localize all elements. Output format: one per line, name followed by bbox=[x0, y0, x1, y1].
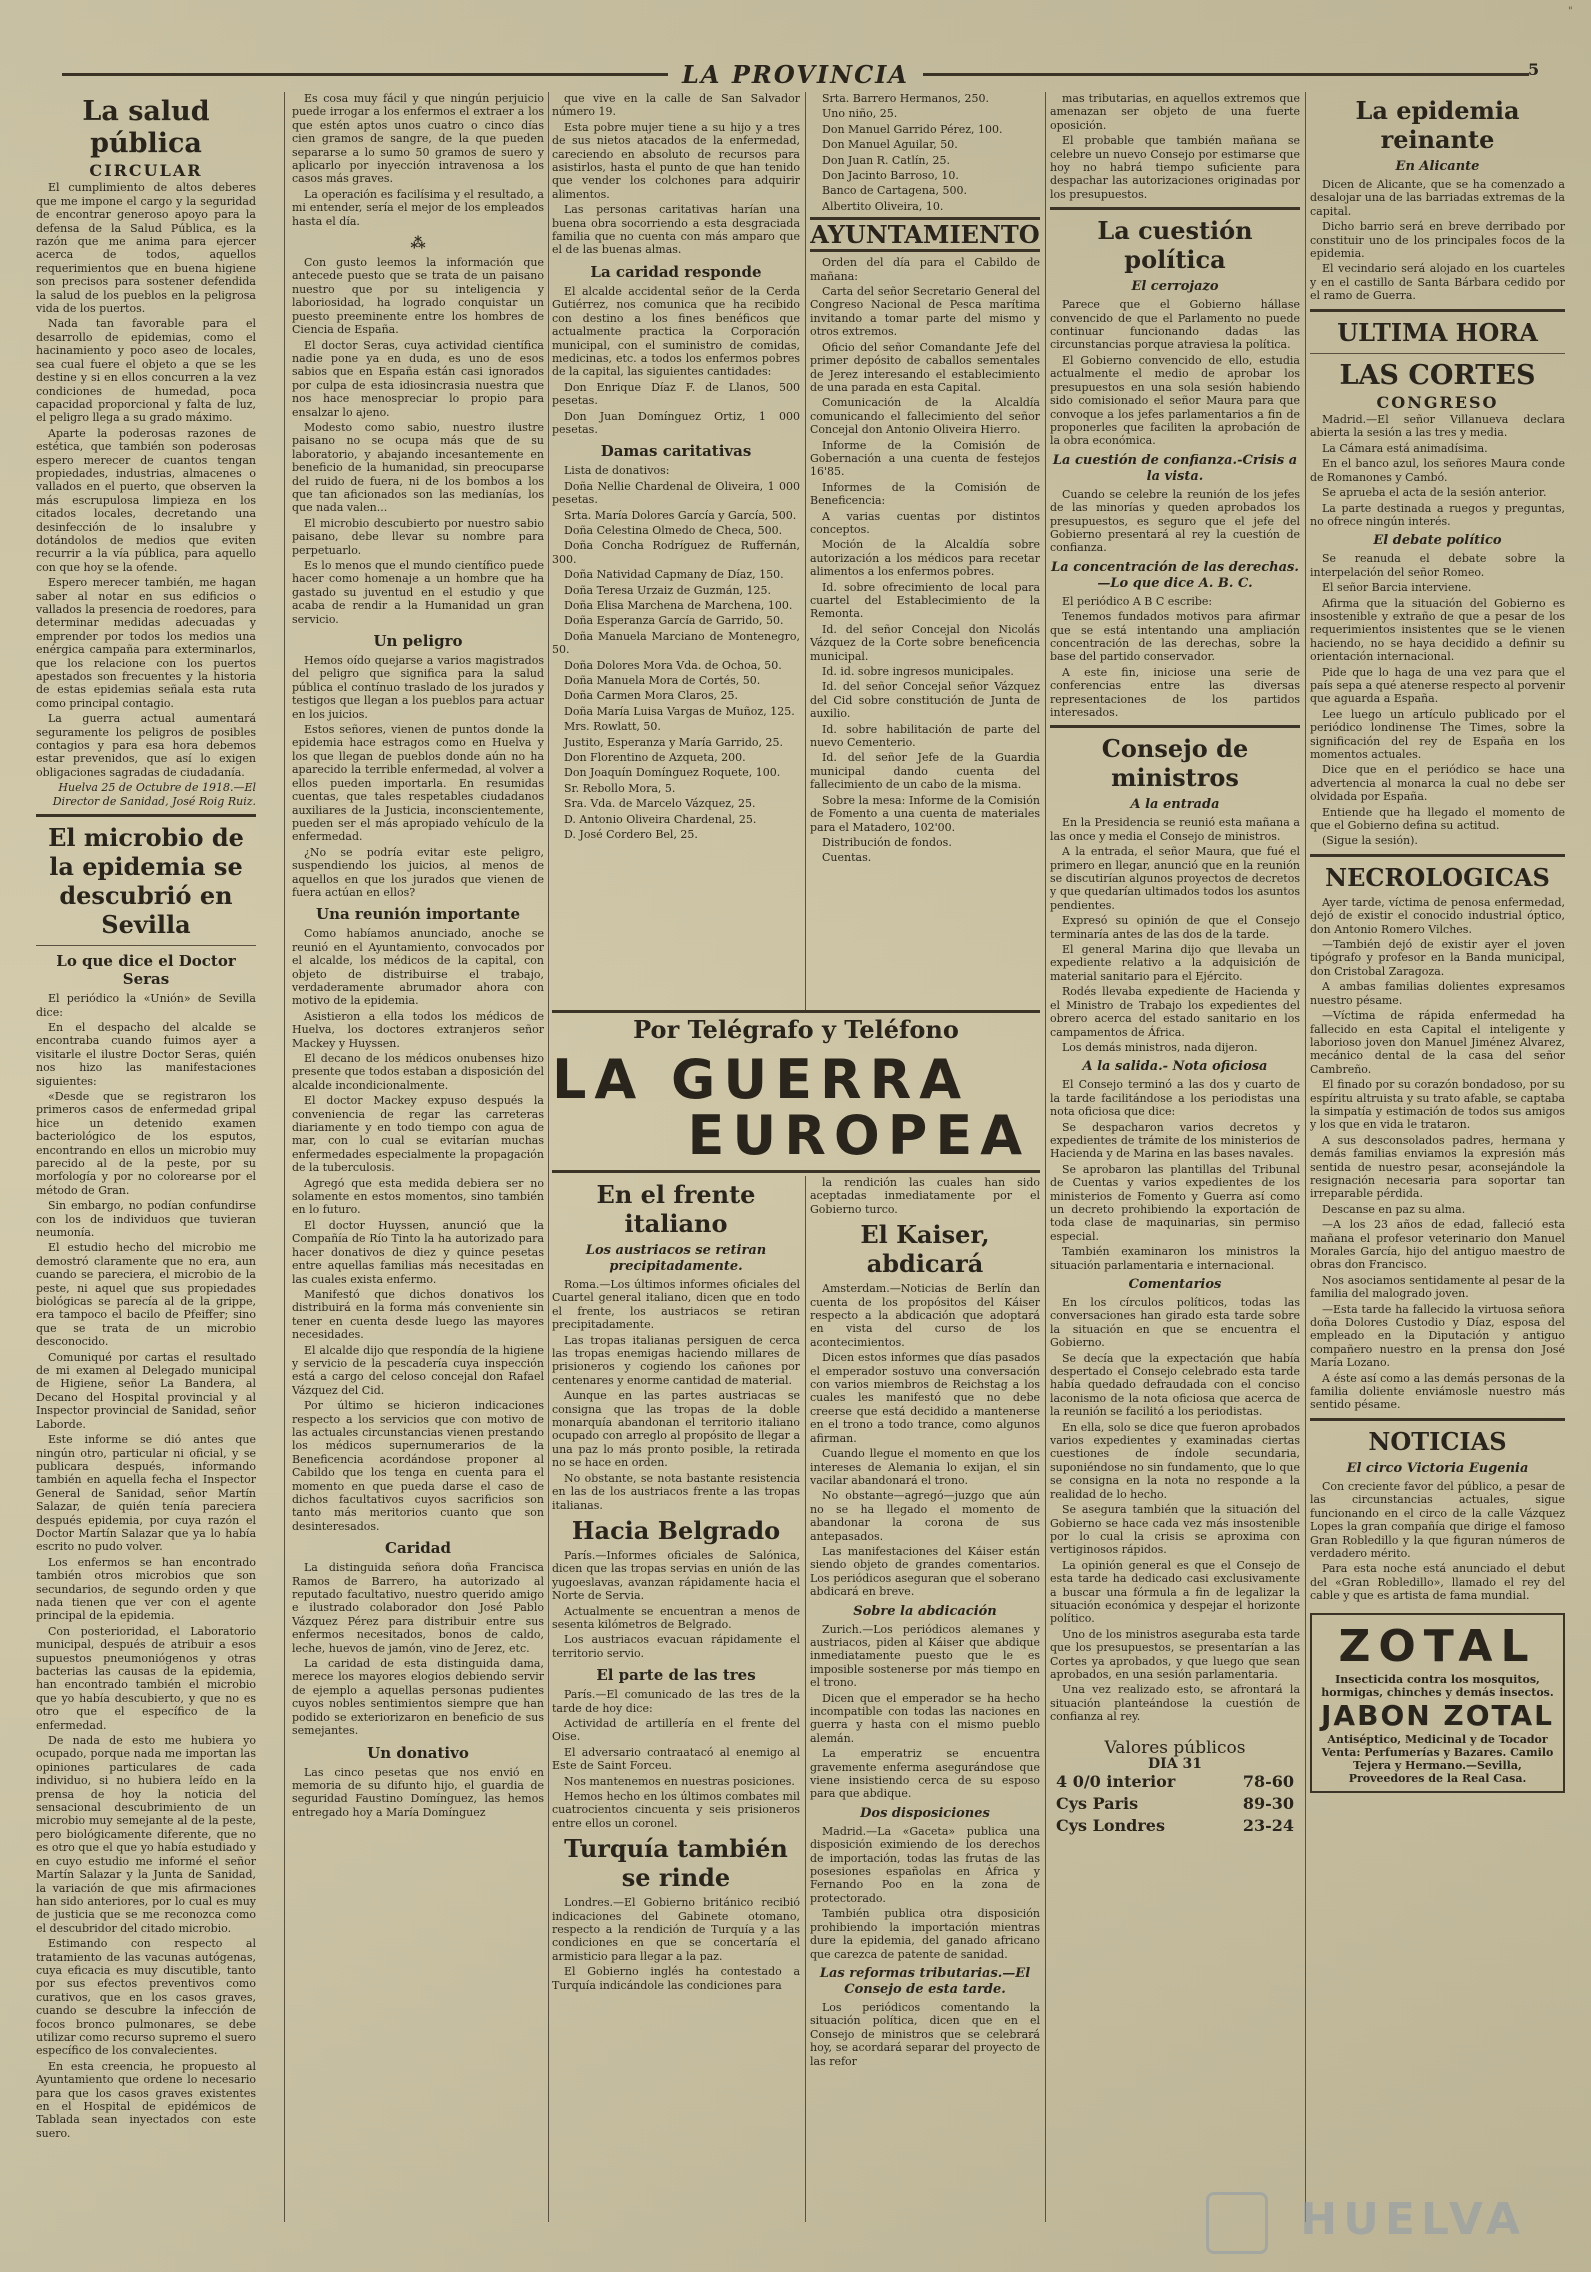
article-paragraph: Id. del señor Concejal don Nicolás Vázquez de la Corte sobre beneficencia municipal. bbox=[810, 622, 1040, 663]
list-item: Don Jacinto Barroso, 10. bbox=[822, 169, 959, 183]
article-paragraph: Dicho barrio será en breve derribado por constituir uno de los principales focos de la epidemia. bbox=[1310, 220, 1565, 261]
article-paragraph: Entiende que ha llegado el momento de que el Gobierno defina su actitud. bbox=[1310, 805, 1565, 833]
headline-las-cortes: LAS CORTES bbox=[1339, 359, 1536, 391]
list-item: Justito, Esperanza y María Garrido, 25. bbox=[564, 735, 783, 749]
headline-caridad: Caridad bbox=[385, 1539, 451, 1558]
subhead-comentarios: Comentarios bbox=[1128, 1277, 1222, 1292]
separator-asterisks: ⁂ bbox=[410, 234, 426, 253]
list-item: Uno niño, 25. bbox=[822, 107, 898, 121]
article-paragraph: Ayer tarde, víctima de penosa enfermedad, dejó de existir el conocido industrial óptico, don Antonio Romero Vilches. bbox=[1310, 895, 1565, 936]
headline-caridad-responde: La caridad responde bbox=[590, 262, 762, 281]
list-item: Doña Esperanza García de Garrido, 50. bbox=[564, 614, 784, 628]
headline-ultima-hora: ULTIMA HORA bbox=[1337, 317, 1538, 347]
article-paragraph: que vive en la calle de San Salvador número 19. bbox=[552, 92, 800, 119]
column-6 bbox=[1310, 92, 1565, 2222]
table-row bbox=[1050, 1771, 1300, 1793]
list-item: Srta. María Dolores García y García, 500. bbox=[564, 508, 797, 522]
column-divider bbox=[805, 92, 806, 1012]
headline-parte-tres: El parte de las tres bbox=[596, 1666, 756, 1685]
article-paragraph: Moción de la Alcaldía sobre autorización a los médicos para recetar alimentos a los enfermos pobres. bbox=[810, 538, 1040, 579]
article-paragraph: «Desde que se registraron los primeros casos de enfermedad gripal hice un detenido examen bacteriológico de los esputos, encontrando en ellos un microbio muy parecido al de la peste, por su morfología y por no colorearse por el método de Gran. bbox=[36, 1089, 256, 1197]
headline-donativo: Un donativo bbox=[367, 1743, 469, 1762]
article-paragraph: El cumplimiento de altos deberes que me impone el cargo y la seguridad de encontrar generoso apoyo para la defensa de la Salud Pública, es la razón que me anima para ejercer acerca de todos, aquellos requerimientos que en buena higiene son precisos para sostener defendida la salud de los pueblos en la peligrosa vida de los puertos. bbox=[36, 181, 256, 316]
page-number: 5 bbox=[1528, 60, 1540, 79]
article-paragraph: El finado por su corazón bondadoso, por su espíritu altruista y su trato afable, se captaba la simpatía y estimación de todos sus amigos y los que en vida le trataron. bbox=[1310, 1078, 1565, 1132]
article-paragraph: Aunque en las partes austriacas se consigna que las tropas de la doble monarquía abandonan el territorio italiano ocupado con arreglo al propósito de llegar a una paz lo más pronto posible, la retirada no se hace en orden. bbox=[552, 1389, 800, 1470]
list-item: D. José Cordero Bel, 25. bbox=[564, 828, 698, 842]
article-paragraph: El probable que también mañana se celebre un nuevo Consejo por estimarse que hoy no habrá tiempo suficiente para despachar las autorizaciones originadas por los presupuestos. bbox=[1050, 134, 1300, 201]
article-paragraph: Distribución de fondos. bbox=[822, 835, 952, 849]
subhead-abdicacion: Sobre la abdicación bbox=[853, 1603, 997, 1619]
article-paragraph: Id. del señor Concejal señor Vázquez del Cid sobre constitución de Junta de auxilio. bbox=[810, 680, 1040, 721]
article-paragraph: El estudio hecho del microbio me demostró claramente que no era, aun cuando se pareciera, el microbio de la peste, ni aquel que sus propiedades biológicas se parecía al de la grippe, era tampoco el bacilo de Pfeiffer; sino que se trata de un microbio desconocido. bbox=[36, 1241, 256, 1349]
section-rule bbox=[1050, 207, 1300, 210]
article-paragraph: Nada tan favorable para el desarrollo de epidemias, como el hacinamiento y poco aseo de locales, sea cual fuere el objeto a que se les destine y si en ellos concurren a la vez condiciones de humedad, poca capacidad proporcional y falta de luz, el peligro llega a su grado máximo. bbox=[36, 317, 256, 425]
article-paragraph: Como habíamos anunciado, anoche se reunió en el Ayuntamiento, convocados por el alcalde, los médicos de la capital, con objeto de distribuirse el trabajo, verdaderamente abrumador ahora con motivo de la epidemia. bbox=[292, 927, 544, 1008]
article-paragraph: A varias cuentas por distintos conceptos. bbox=[810, 509, 1040, 536]
article-paragraph: También publica otra disposición prohibiendo la importación mientras dure la epidemia, del ganado africano que carezca de patente de sanidad. bbox=[810, 1907, 1040, 1961]
article-paragraph: mas tributarias, en aquellos extremos que amenazan ser objeto de una fuerte oposición. bbox=[1050, 92, 1300, 132]
article-paragraph: El alcalde dijo que respondía de la higiene y servicio de la pescadería cuya inspección está a cargo del celoso concejal don Rafael Vázquez del Cid. bbox=[292, 1343, 544, 1397]
list-item: Doña Carmen Mora Claros, 25. bbox=[564, 689, 739, 703]
article-paragraph: A éste así como a las demás personas de la familia doliente enviámosle nuestro más sentido pésame. bbox=[1310, 1371, 1565, 1412]
article-paragraph: Se aprueba el acta de la sesión anterior. bbox=[1322, 486, 1547, 500]
article-paragraph: La guerra actual aumentará seguramente los peligros de posibles contagios y para esa hora debemos estar prevenidos, que así lo exigen obligaciones sagradas de ciudadanía. bbox=[36, 712, 256, 779]
article-paragraph: Dicen estos informes que días pasados el emperador sostuvo una conversación con varios miembros de Reichstag a los cuales les manifestó que no debe creerse que está decidido a mantenerse en el trono a todo trance, como algunos afirman. bbox=[810, 1351, 1040, 1445]
article-paragraph: Sobre la mesa: Informe de la Comisión de Fomento a una cuenta de materiales para el Matadero, 102'00. bbox=[810, 793, 1040, 834]
subhead-austriacos: Los austriacos se retiran precipitadamente. bbox=[585, 1243, 767, 1274]
headline-necrologicas: NECROLOGICAS bbox=[1325, 862, 1550, 892]
section-rule bbox=[36, 814, 256, 817]
column-divider bbox=[548, 92, 549, 2222]
article-paragraph: Londres.—El Gobierno británico recibió indicaciones del Gabinete otomano, respecto a la rendición de Turquía y a las condiciones en que se concertaría el armisticio para llegar a la paz. bbox=[552, 1896, 800, 1963]
headline-epidemia-reinante: La epidemia reinante bbox=[1355, 96, 1520, 154]
headline-guerra-line2: EUROPEA bbox=[687, 1104, 1030, 1167]
article-paragraph: El Consejo terminó a las dos y cuarto de la tarde facilitándose a los periodistas una nota oficiosa que dice: bbox=[1050, 1078, 1300, 1119]
article-paragraph: —También dejó de existir ayer el joven tipógrafo y profesor en la Banda municipal, don Cristobal Zaragoza. bbox=[1310, 938, 1565, 978]
list-item: Doña Teresa Urzaiz de Guzmán, 125. bbox=[564, 583, 772, 597]
article-paragraph: Se despacharon varios decretos y expedientes de trámite de los ministerios de Hacienda y de Marina en las bases navales. bbox=[1050, 1120, 1300, 1161]
article-paragraph: Orden del día para el Cabildo de mañana: bbox=[810, 256, 1040, 283]
subhead-salida: A la salida.- Nota oficiosa bbox=[1082, 1059, 1268, 1075]
valores-heading: Valores públicos bbox=[1104, 1737, 1246, 1758]
seal-icon bbox=[1206, 2192, 1268, 2254]
ad-jabon-text: Antiséptico, Medicinal y de Tocador Venta: Perfumerías y Bazares. Camilo Tejera y Hermano.—Sevilla, Proveedores de la Real Casa. bbox=[1321, 1732, 1554, 1785]
list-item: Doña María Luisa Vargas de Muñoz, 125. bbox=[564, 704, 795, 718]
headline-un-peligro: Un peligro bbox=[373, 632, 463, 651]
list-item: Doña Natividad Capmany de Díaz, 150. bbox=[564, 568, 784, 582]
article-paragraph: El doctor Mackey expuso después la conveniencia de regar las carreteras diariamente y en todo tiempo con agua de mar, con lo cual se evitarían muchas enfermedades especialmente la propagación de la tuberculosis. bbox=[292, 1094, 544, 1175]
section-banner-telegrafo: Por Telégrafo y Teléfono bbox=[552, 1010, 1040, 1047]
list-item: Srta. Barrero Hermanos, 250. bbox=[822, 92, 989, 105]
list-item: Doña Dolores Mora Vda. de Ochoa, 50. bbox=[564, 658, 782, 672]
article-paragraph: Por último se hicieron indicaciones respecto a los servicios que con motivo de las actuales circunstancias vienen prestando los médicos supernumerarios de la Beneficencia acordándose proponer al Cabildo que los tenga en cuenta para el momento en que pueda darse el caso de dichos facultativos cuyos sacrificios son tanto más meritorios cuanto que son desinteresados. bbox=[292, 1399, 544, 1533]
valores-label: Cys Paris bbox=[1056, 1794, 1139, 1813]
section-rule bbox=[1310, 309, 1565, 312]
column-divider bbox=[805, 1176, 806, 2222]
article-paragraph: La Cámara está animadísima. bbox=[1322, 441, 1488, 455]
column-4-lower bbox=[810, 1176, 1040, 2176]
valores-date: DIA 31 bbox=[1148, 1755, 1202, 1772]
headline-cuestion-politica: La cuestión política bbox=[1097, 216, 1253, 275]
section-rule bbox=[1310, 854, 1565, 857]
article-paragraph: En la Presidencia se reunió esta mañana a las once y media el Consejo de ministros. bbox=[1050, 816, 1300, 843]
article-paragraph: Se decía que la expectación que había despertado el Consejo celebrado esta tarde había quedado defraudada con el conciso laconismo de la nota oficiosa que acerca de la reunión se facilitó a los periodistas. bbox=[1050, 1351, 1300, 1419]
headline-damas-caritativas: Damas caritativas bbox=[600, 442, 752, 461]
article-paragraph: Dice que en el periódico se hace una advertencia al monarca la cual no debe ser olvidada por España. bbox=[1310, 763, 1565, 804]
article-paragraph: Es cosa muy fácil y que ningún perjuicio puede irrogar a los enfermos el extraer a los que estén aptos unos cuatro o cinco días cien gramos de sangre, de la que pueden separarse a lo sumo 50 gramos de suero y aplicarlo por inyección intravenosa a los casos más graves. bbox=[292, 92, 544, 186]
subhead-circo: El circo Victoria Eugenia bbox=[1346, 1460, 1529, 1476]
headline-consejo-ministros: Consejo de ministros bbox=[1101, 734, 1249, 793]
article-paragraph: Nos mantenemos en nuestras posiciones. bbox=[564, 1774, 795, 1788]
list-item: Don Juan R. Catlín, 25. bbox=[822, 153, 950, 167]
article-paragraph: Afirma que la situación del Gobierno es insostenible y extraño de que a pesar de los requerimientos insistentes que se le vienen haciendo, no se haya decidido a definir su orientación internacional. bbox=[1310, 596, 1565, 664]
article-paragraph: Se asegura también que la situación del Gobierno se hace cada vez más insostenible por lo cual la crisis se aproxima con vertiginosos rápidos. bbox=[1050, 1503, 1300, 1557]
article-paragraph: Id. id. sobre ingresos municipales. bbox=[822, 665, 1014, 679]
article-paragraph: En los círculos políticos, todas las conversaciones han girado esta tarde sobre la situación en que se encuentra el Gobierno. bbox=[1050, 1296, 1300, 1350]
article-paragraph: Expresó su opinión de que el Consejo terminaría antes de las dos de la tarde. bbox=[1050, 914, 1300, 941]
article-paragraph: El general Marina dijo que llevaba un expediente relativo a la adquisición de material sanitario para el Ejército. bbox=[1050, 943, 1300, 983]
article-paragraph: El vecindario será alojado en los cuarteles y en el castillo de Santa Bárbara cedido por el ramo de Guerra. bbox=[1310, 262, 1565, 303]
article-paragraph: A ambas familias dolientes expresamos nuestro pésame. bbox=[1310, 980, 1565, 1007]
ad-zotal-title: ZOTAL bbox=[1338, 1620, 1537, 1672]
ad-zotal-text: Insecticida contra los mosquitos, hormigas, chinches y demás insectos. bbox=[1321, 1672, 1554, 1699]
valores-label: 4 0/0 interior bbox=[1056, 1772, 1176, 1791]
article-paragraph: Madrid.—La «Gaceta» publica una disposición eximiendo de los derechos de importación, todas las frutas de las posesiones españolas en África y Fernando Poo en la zona de protectorado. bbox=[810, 1824, 1040, 1905]
valores-value: 78-60 bbox=[1242, 1772, 1294, 1791]
article-paragraph: De nada de esto me hubiera yo ocupado, porque nada me importan las opiniones particulares de cada individuo, si no hubiera leído en la prensa de hoy la noticia del sensacional descubrimiento de un microbio muy semejante al de la peste, pero biológicamente diferente, que no es otro que el que yo había estudiado y en cuyo estudio me informé el señor Martín Salazar y la Junta de Sanidad, la variación de que mis afirmaciones han sido anteriores, por lo cual es muy de justicia que se me reconozca como el descubridor del citado microbio. bbox=[36, 1734, 256, 1935]
article-paragraph: Cuando se celebre la reunión de los jefes de las minorías y queden aprobados los presupuestos, es seguro que el jefe del Gobierno presentará al rey la cuestión de confianza. bbox=[1050, 487, 1300, 555]
corner-mark: " bbox=[1568, 6, 1573, 17]
article-paragraph: La opinión general es que el Consejo de esta tarde ha dedicado casi exclusivamente a buscar una fórmula a fin de legalizar la situación económica y despejar el horizonte político. bbox=[1050, 1558, 1300, 1626]
article-paragraph: Aparte la poderosas razones de estética, que también son poderosas espero merecer de cuantos tengan propiedades, industrias, almacenes o vallados en el puerto, que observen la más escrupulosa limpieza en los citados locales, decretando una desinfección de lo insalubre y dotándolos de medios que eviten recurrir a la vía pública, para aquello con que hoy se la ofende. bbox=[36, 426, 256, 574]
column-4 bbox=[810, 92, 1040, 1012]
headline-reunion: Una reunión importante bbox=[315, 905, 520, 924]
headline-guerra-europea bbox=[552, 1050, 1040, 1173]
article-paragraph: la rendición las cuales han sido aceptadas inmediatamente por el Gobierno turco. bbox=[810, 1176, 1040, 1216]
article-paragraph: Asistieron a ella todos los médicos de Huelva, los doctores extranjeros señor Mackey y Huyssen. bbox=[292, 1009, 544, 1050]
valores-value: 89-30 bbox=[1242, 1794, 1294, 1813]
article-paragraph: Las manifestaciones del Káiser están siendo objeto de grandes comentarios. Los periódicos aseguran que el soberano abdicará en breve. bbox=[810, 1544, 1040, 1599]
article-paragraph: El alcalde accidental señor de la Cerda Gutiérrez, nos comunica que ha recibido con destino a los fines benéficos que actualmente practica la Corporación municipal, con el suministro de comidas, medicinas, etc. a todos los enfermos pobres de la capital, las siguientes cantidades: bbox=[552, 284, 800, 379]
list-item: Doña Manuela Marciano de Montenegro, 50. bbox=[552, 629, 800, 657]
column-1 bbox=[36, 92, 256, 2222]
table-row bbox=[1050, 1793, 1300, 1815]
article-paragraph: Sin embargo, no podían confundirse con los de individuos que tuvieran neumonía. bbox=[36, 1199, 256, 1239]
headline-microbio: El microbio de la epidemia se descubrió en Sevilla bbox=[48, 823, 244, 940]
table-row bbox=[1050, 1815, 1300, 1837]
list-item: Don Manuel Aguilar, 50. bbox=[822, 138, 958, 152]
subhead-disposiciones: Dos disposiciones bbox=[860, 1805, 990, 1821]
headline-kaiser: El Kaiser, abdicará bbox=[860, 1220, 990, 1279]
masthead bbox=[48, 59, 1543, 89]
article-paragraph: Comunicación de la Alcaldía comunicando el fallecimiento del señor Concejal don Antonio Oliveira Hierro. bbox=[810, 396, 1040, 437]
article-paragraph: A la entrada, el señor Maura, que fué el primero en llegar, anunció que en la reunión se discutirían algunos proyectos de decretos y que quedarían ultimados todos los asuntos pendientes. bbox=[1050, 845, 1300, 912]
article-paragraph: Informes de la Comisión de Beneficencia: bbox=[810, 480, 1040, 508]
list-item: Banco de Cartagena, 500. bbox=[822, 184, 967, 198]
article-paragraph: París.—Informes oficiales de Salónica, dicen que las tropas servias en unión de las yugoeslavas, avanzan rápidamente hacia el Norte de Servia. bbox=[552, 1548, 800, 1603]
section-rule bbox=[1310, 353, 1565, 354]
subhead-reformas: Las reformas tributarias.—El Consejo de esta tarde. bbox=[819, 1965, 1031, 1997]
column-5 bbox=[1050, 92, 1300, 2222]
subhead-confianza: La cuestión de confianza.-Crisis a la vista. bbox=[1052, 452, 1298, 484]
article-paragraph: A sus desconsolados padres, hermana y demás familias enviamos la expresión más sentida de nuestro pesar, aconsejándole la resignación necesaria para soportar tan irreparable pérdida. bbox=[1310, 1133, 1565, 1201]
article-paragraph: Zurich.—Los periódicos alemanes y austriacos, piden al Káiser que abdique inmediatamente puesto que le es imposible sostenerse por más tiempo en el trono. bbox=[810, 1622, 1040, 1690]
article-paragraph: Id. sobre habilitación de parte del nuevo Cementerio. bbox=[810, 722, 1040, 750]
column-2 bbox=[292, 92, 544, 2222]
article-paragraph: Esta pobre mujer tiene a su hijo y a tres de sus nietos atacados de la enfermedad, careciendo en absoluto de recursos para asistirlos, hasta el punto de que han tenido que vender los colchones para adquirir alimentos. bbox=[552, 120, 800, 201]
article-paragraph: Para esta noche está anunciado el debut del «Gran Robledillo», llamado el rey del cable y que es artista de fama mundial. bbox=[1310, 1562, 1565, 1603]
subhead-circular: CIRCULAR bbox=[89, 161, 203, 180]
list-item: Mrs. Rowlatt, 50. bbox=[564, 720, 661, 734]
article-paragraph: En el despacho del alcalde se encontraba cuando fuimos ayer a visitarle el ilustre Doctor Seras, quién nos hizo las manifestaciones siguientes: bbox=[36, 1020, 256, 1088]
article-paragraph: El decano de los médicos onubenses hizo presente que todos estaban a disposición del alcalde incondicionalmente. bbox=[292, 1052, 544, 1092]
article-paragraph: Madrid.—El señor Villanueva declara abierta la sesión a las tres y media. bbox=[1310, 413, 1565, 440]
article-paragraph: Descanse en paz su alma. bbox=[1322, 1202, 1466, 1216]
article-paragraph: El Gobierno convencido de ello, estudia actualmente el medio de aprobar los presupuestos en una sola sesión habiendo sido comisionado el señor Maura para que convoque a los jefes parlamentarios a fin de proponerles que faciliten la aprobación de la obra económica. bbox=[1050, 353, 1300, 448]
subhead-debate-politico: El debate político bbox=[1373, 533, 1502, 549]
article-paragraph: El adversario contraatacó al enemigo al Este de Saint Forceu. bbox=[552, 1745, 800, 1773]
article-paragraph: Hemos hecho en los últimos combates mil cuatrocientos cincuenta y seis prisioneros entre ellos un coronel. bbox=[552, 1790, 800, 1830]
article-paragraph: Las tropas italianas persiguen de cerca las tropas enemigas haciendo millares de prisioneros y cogiendo los cañones por centenares y enorme cantidad de material. bbox=[552, 1333, 800, 1387]
valores-label: Cys Londres bbox=[1056, 1816, 1165, 1835]
list-item: Don Enrique Díaz F. de Llanos, 500 pesetas. bbox=[552, 380, 800, 408]
article-paragraph: El periódico A B C escribe: bbox=[1062, 594, 1213, 608]
article-paragraph: La operación es facilísima y el resultado, a mi entender, sería el mejor de los empleados hasta el día. bbox=[292, 187, 544, 228]
article-paragraph: Cuando llegue el momento en que los intereses de Alemania lo exijan, el sin vacilar abandonará el trono. bbox=[810, 1447, 1040, 1487]
article-paragraph: Este informe se dió antes que ningún otro, particular ni oficial, y se publicara después, informando también en aquella fecha el Inspector General de Sanidad, señor Martín Salazar, de quién tenía pareciera después epidemia, por cuya razón el Doctor Martín Salazar que ya lo había escrito no pudo volver. bbox=[36, 1433, 256, 1554]
article-paragraph: En el banco azul, los señores Maura conde de Romanones y Cambó. bbox=[1310, 457, 1565, 484]
article-paragraph: Parece que el Gobierno hállase convencido de que el Parlamento no puede continuar funcionando dadas las circunstancias porque atraviesa la política. bbox=[1050, 298, 1300, 352]
list-item: Doña Concha Rodríguez de Ruffernán, 300. bbox=[552, 539, 800, 566]
article-paragraph: —Víctima de rápida enfermedad ha fallecido en esta Capital el inteligente y laborioso joven don Manuel Jiménez Alvarez, mecánico dental de la casa del señor Cambreño. bbox=[1310, 1009, 1565, 1076]
article-paragraph: El doctor Huyssen, anunció que la Compañía de Río Tinto la ha autorizado para hacer donativos de diez y quince pesetas entre aquellas familias más necesitadas en las cuales exista enfermo. bbox=[292, 1218, 544, 1286]
subhead-concentracion: La concentración de las derechas.—Lo que dice A. B. C. bbox=[1051, 559, 1299, 591]
headline-salud-publica: La salud pública bbox=[82, 96, 210, 159]
article-paragraph: No obstante, se nota bastante resistencia en las de los austriacos frente a las tropas italianas. bbox=[552, 1471, 800, 1512]
column-divider bbox=[284, 92, 285, 2222]
article-paragraph: Tenemos fundados motivos para afirmar que se está intentando una ampliación concentración de las derechas, sobre la base del partido conservador. bbox=[1050, 610, 1300, 664]
masthead-rule-left bbox=[62, 73, 668, 76]
signature: Huelva 25 de Octubre de 1918.—El Director de Sanidad, José Roig Ruiz. bbox=[52, 781, 256, 808]
article-paragraph: ¿No se podría evitar este peligro, suspendiendo los juicios, al menos de aquellos en que los jurados que vienen de fuera actúan en ellos? bbox=[292, 845, 544, 899]
article-paragraph: Id. sobre ofrecimiento de local para cuartel del Establecimiento de la Remonta. bbox=[810, 580, 1040, 621]
valores-publicos-table bbox=[1050, 1738, 1300, 1837]
article-paragraph: Pide que lo haga de una vez para que el país sepa a qué atenerse respecto al porvenir que aguarda a España. bbox=[1310, 665, 1565, 706]
article-paragraph: Las personas caritativas harían una buena obra socorriendo a esta desgraciada familia que no cuenta con más amparo que el de las buenas almas. bbox=[552, 203, 800, 257]
section-rule bbox=[36, 945, 256, 946]
article-paragraph: Estos señores, vienen de puntos donde la epidemia hace estragos como en Huelva y los que llegan de pueblos donde aún no ha aparecido la terrible enfermedad, al volver a ellos pueden importarla. En resumidas cuentas, que tales respetables ciudadanos auxiliares de la Justicia, inconscientemente, pueden ser el más apropiado vehículo de la enfermedad. bbox=[292, 723, 544, 844]
list-item: Doña Elisa Marchena de Marchena, 100. bbox=[564, 599, 793, 612]
article-paragraph: (Sigue la sesión). bbox=[1322, 834, 1418, 848]
article-paragraph: Los enfermos se han encontrado también otros microbios que son secundarios, de segundo orden y que nada tienen que ver con el agente principal de la epidemia. bbox=[36, 1555, 256, 1623]
article-paragraph: Id. del señor Jefe de la Guardia municipal dando cuenta del fallecimiento de un cabo de la misma. bbox=[810, 751, 1040, 792]
article-paragraph: Cuentas. bbox=[822, 851, 872, 865]
subhead-doctor-seras: Lo que dice el Doctor Seras bbox=[56, 952, 236, 989]
article-paragraph: En ella, solo se dice que fueron aprobados varios expedientes y examinadas ciertas cuestiones de índole secundaria, suponiéndose no sin fundamento, que lo que se consigna en la nota no responde a la realidad de lo hecho. bbox=[1050, 1420, 1300, 1501]
article-paragraph: También examinaron los ministros la situación parlamentaria e internacional. bbox=[1050, 1245, 1300, 1272]
article-paragraph: Modesto como sabio, nuestro ilustre paisano no se ocupa más que de su laboratorio, y abajando incesantemente en beneficio de la humanidad, sin preocuparse del ruido de fuera, ni de los bombos a los que tan aficionados son las medianías, los que nada valen... bbox=[292, 420, 544, 515]
masthead-title: LA PROVINCIA bbox=[681, 59, 910, 89]
article-paragraph: Informe de la Comisión de Gobernación a una cuenta de festejos 16'85. bbox=[810, 438, 1040, 479]
article-paragraph: Agregó que esta medida debiera ser no solamente en estos momentos, sino también en lo futuro. bbox=[292, 1176, 544, 1217]
headline-ayuntamiento: AYUNTAMIENTO bbox=[810, 217, 1040, 252]
article-paragraph: Los austriacos evacuan rápidamente el territorio servio. bbox=[552, 1633, 800, 1660]
list-item: D. Antonio Oliveira Chardenal, 25. bbox=[564, 812, 757, 826]
article-paragraph: Dicen que el emperador se ha hecho incompatible con todas las naciones en guerra y hasta con el mismo pueblo alemán. bbox=[810, 1691, 1040, 1745]
article-paragraph: Lee luego un artículo publicado por el periódico londinense The Times, sobre la significación del rey de España en los momentos actuales. bbox=[1310, 707, 1565, 761]
article-paragraph: Nos asociamos sentidamente al pesar de la familia del malogrado joven. bbox=[1310, 1273, 1565, 1301]
list-item: Sr. Rebollo Mora, 5. bbox=[564, 781, 676, 795]
article-paragraph: —Esta tarde ha fallecido la virtuosa señora doña Dolores Custodio y Díaz, esposa del empleado en la Diputación y antiguo compañero nuestro en la prensa don José María Lozano. bbox=[1310, 1302, 1565, 1370]
list-item: Doña Nellie Chardenal de Oliveira, 1 000 pesetas. bbox=[552, 479, 800, 507]
article-paragraph: Se aprobaron las plantillas del Tribunal de Cuentas y varios expedientes de los ministerios de Fomento y Guerra así como un decreto prohibiendo la exportación de toda clase de maquinarias, sin permiso especial. bbox=[1050, 1162, 1300, 1243]
subhead-entrada: A la entrada bbox=[1130, 797, 1220, 813]
masthead-rule-right bbox=[923, 73, 1529, 76]
advertisement-zotal bbox=[1310, 1613, 1565, 1793]
column-3-lower bbox=[552, 1176, 800, 2176]
article-paragraph: Uno de los ministros aseguraba esta tarde que los presupuestos, se presentarían a las Cortes ya aprobados, y que luego que sean aprobados, en una sesión parlamentaria. bbox=[1050, 1627, 1300, 1681]
article-paragraph: Amsterdam.—Noticias de Berlín dan cuenta de los propósitos del Káiser respecto a la abdicación que adoptará en vista del curso de los acontecimientos. bbox=[810, 1282, 1040, 1349]
article-paragraph: Actualmente se encuentran a menos de sesenta kilómetros de Belgrado. bbox=[552, 1604, 800, 1631]
article-paragraph: Las cinco pesetas que nos envió en memoria de su difunto hijo, el guardia de seguridad Faustino Domínguez, las hemos entregado hoy a María Domínguez bbox=[292, 1765, 544, 1819]
stamp-text: HUELVA bbox=[1300, 2194, 1526, 2245]
headline-guerra-line1: LA GUERRA bbox=[552, 1048, 970, 1111]
article-paragraph: En esta creencia, he propuesto al Ayuntamiento que ordene lo necesario para que los casos graves existentes en el Hospital de epidémicos de Tablada sean inyectados con este suero. bbox=[36, 2059, 256, 2140]
subhead-alicante: En Alicante bbox=[1395, 159, 1480, 174]
article-paragraph: El doctor Seras, cuya actividad científica nadie pone ya en duda, es uno de esos sabios que en España están casi ignorados por culpa de esta idiosincrasia nuestra que nos hace menospreciar lo propio para ensalzar lo ajeno. bbox=[292, 338, 544, 419]
article-paragraph: Comuniqué por cartas el resultado de mi examen al Delegado municipal de Higiene, señor La Bandera, al Decano del Hospital provincial y al Inspector provincial de Sanidad, señor Laborde. bbox=[36, 1350, 256, 1431]
article-paragraph: Espero merecer también, me hagan saber al notar en sus edificios o vallados la presencia de roedores, para determinar medidas adecuadas y emprender por todos los medios una enérgica campaña para exterminarlos, que los relacione con los puertos apestados son frecuentes y la historia de estas epidemias señala esta ruta como principal contagio. bbox=[36, 576, 256, 710]
article-paragraph: A este fin, iniciose una serie de conferencias entre las diversas representaciones de los partidos interesados. bbox=[1050, 665, 1300, 719]
article-paragraph: El señor Barcia interviene. bbox=[1322, 581, 1472, 595]
article-paragraph: Dicen de Alicante, que se ha comenzado a desalojar una de las barriadas extremas de la capital. bbox=[1310, 178, 1565, 218]
subhead-congreso: CONGRESO bbox=[1376, 392, 1499, 412]
list-item: Don Florentino de Azqueta, 200. bbox=[564, 751, 746, 765]
section-rule bbox=[1310, 1418, 1565, 1421]
article-paragraph: El periódico la «Unión» de Sevilla dice: bbox=[36, 992, 256, 1019]
article-paragraph: No obstante—agregó—juzgo que aún no se ha llegado el momento de abandonar la corona de sus antepasados. bbox=[810, 1489, 1040, 1543]
article-paragraph: Es lo menos que el mundo científico puede hacer como homenaje a un hombre que ha gastado su juventud en el estudio y que acaba de rendir a la Humanidad un gran servicio. bbox=[292, 559, 544, 626]
article-paragraph: El Gobierno inglés ha contestado a Turquía indicándole las condiciones para bbox=[552, 1965, 800, 1992]
article-paragraph: Manifestó que dichos donativos los distribuirá en la forma más conveniente sin tener en cuenta desde luego las mayores necesidades. bbox=[292, 1287, 544, 1342]
article-paragraph: Los periódicos comentando la situación política, dicen que en el Consejo de ministros que se celebrará hoy, se acordará separar del proyecto de las refor bbox=[810, 2000, 1040, 2068]
article-paragraph: Hemos oído quejarse a varios magistrados del peligro que significa para la salud pública el contínuo traslado de los jurados y testigos que llegan a los pueblos para actuar en los juicios. bbox=[292, 654, 544, 721]
article-paragraph: Oficio del señor Comandante Jefe del primer depósito de caballos sementales de Jerez interesando el establecimiento de una parada en esta Capital. bbox=[810, 340, 1040, 394]
headline-frente-italiano: En el frente italiano bbox=[596, 1180, 756, 1238]
article-paragraph: Se reanuda el debate sobre la interpelación del señor Romeo. bbox=[1310, 552, 1565, 579]
article-paragraph: La distinguida señora doña Francisca Ramos de Barrero, ha autorizado al reputado facultativo, nuestro querido amigo e ilustrado colaborador don José Pablo Vázquez Pérez para distribuir entre sus enfermos necesitados, bonos de caldo, leche, huevos de jamón, vino de Jerez, etc. bbox=[292, 1561, 544, 1655]
column-3 bbox=[552, 92, 800, 1012]
column-divider bbox=[1305, 92, 1306, 2222]
list-item: Doña Manuela Mora de Cortés, 50. bbox=[564, 674, 761, 688]
article-paragraph: La caridad de esta distinguida dama, merece los mayores elogios debiendo servir de ejemplo a aquellas personas pudientes cuyos nobles sentimientos siempre que han podido se exteriorizaron en beneficio de sus semejantes. bbox=[292, 1657, 544, 1738]
article-paragraph: París.—El comunicado de las tres de la tarde de hoy dice: bbox=[552, 1688, 800, 1715]
subhead-cerrojazo: El cerrojazo bbox=[1131, 279, 1219, 295]
headline-belgrado: Hacia Belgrado bbox=[571, 1515, 781, 1545]
article-paragraph: Con creciente favor del público, a pesar de las circunstancias actuales, sigue funcionando en el circo de la calle Vázquez Lopes la gran compañía que dirige el famoso Gran Robledillo y la que figuran números de verdadero mérito. bbox=[1310, 1479, 1565, 1560]
article-paragraph: Actividad de artillería en el frente del Oise. bbox=[552, 1716, 800, 1744]
list-item: Sra. Vda. de Marcelo Vázquez, 25. bbox=[564, 797, 756, 811]
list-item: Don Juan Domínguez Ortiz, 1 000 pesetas. bbox=[552, 409, 800, 436]
column-divider bbox=[1045, 92, 1046, 2222]
article-paragraph: La emperatriz se encuentra gravemente enferma asegurándose que viene insistiendo cerca de su esposo para que abdique. bbox=[810, 1747, 1040, 1801]
article-paragraph: Con posterioridad, el Laboratorio municipal, después de atribuir a esos supuestos pneumoniógenos y otras bacterias las causas de la epidemia, han encontrado también el microbio que yo había descubierto, y que no es otro que el específico de la enfermedad. bbox=[36, 1624, 256, 1732]
list-item: Lista de donativos: bbox=[564, 464, 670, 478]
article-paragraph: —A los 23 años de edad, falleció esta mañana el profesor veterinario don Manuel Morales García, hijo del antiguo maestro de obras don Francisco. bbox=[1310, 1218, 1565, 1272]
archive-watermark-stamp bbox=[1206, 2188, 1526, 2252]
section-rule bbox=[1050, 725, 1300, 728]
list-item: Don Manuel Garrido Pérez, 100. bbox=[822, 122, 1003, 136]
article-paragraph: Rodés llevaba expediente de Hacienda y el Ministro de Trabajo los expedientes del obrero acerca del estado sanitario en los campamentos de África. bbox=[1050, 985, 1300, 1039]
list-item: Don Joaquín Domínguez Roquete, 100. bbox=[564, 766, 781, 780]
list-item: Albertito Oliveira, 10. bbox=[822, 199, 944, 213]
article-paragraph: Con gusto leemos la información que antecede puesto que se trata de un paisano nuestro que por su inteligencia y laboriosidad, ha logrado conquistar un puesto preeminente entre los hombres de Ciencia de España. bbox=[292, 256, 544, 337]
valores-value: 23-24 bbox=[1242, 1816, 1294, 1835]
article-paragraph: La parte destinada a ruegos y preguntas, no ofrece ningún interés. bbox=[1310, 501, 1565, 528]
list-item: Doña Celestina Olmedo de Checa, 500. bbox=[564, 523, 783, 537]
headline-turquia: Turquía también se rinde bbox=[564, 1834, 788, 1893]
article-paragraph: El microbio descubierto por nuestro sabio paisano, debe llevar su nombre para perpetuarlo. bbox=[292, 516, 544, 557]
article-paragraph: Carta del señor Secretario General del Congreso Nacional de Pesca marítima invitando a tomar parte del mismo y otros extremos. bbox=[810, 285, 1040, 339]
article-paragraph: Estimando con respecto al tratamiento de las vacunas autógenas, cuya eficacia es muy discutible, tanto por sus efectos preventivos como curativos, que en los casos graves, cuando se descubre la infección de focos bronco pulmonares, se debe utilizar como recurso supremo el suero específico de los convalecientes. bbox=[36, 1937, 256, 2058]
article-paragraph: Roma.—Los últimos informes oficiales del Cuartel general italiano, dicen que en todo el frente, los austriacos se retiran precipitadamente. bbox=[552, 1278, 800, 1332]
ad-jabon-title: JABON ZOTAL bbox=[1321, 1698, 1554, 1732]
headline-noticias: NOTICIAS bbox=[1368, 1426, 1507, 1456]
article-paragraph: Una vez realizado esto, se afrontará la situación planteándose la cuestión de confianza al rey. bbox=[1050, 1683, 1300, 1724]
article-paragraph: Los demás ministros, nada dijeron. bbox=[1062, 1040, 1258, 1054]
